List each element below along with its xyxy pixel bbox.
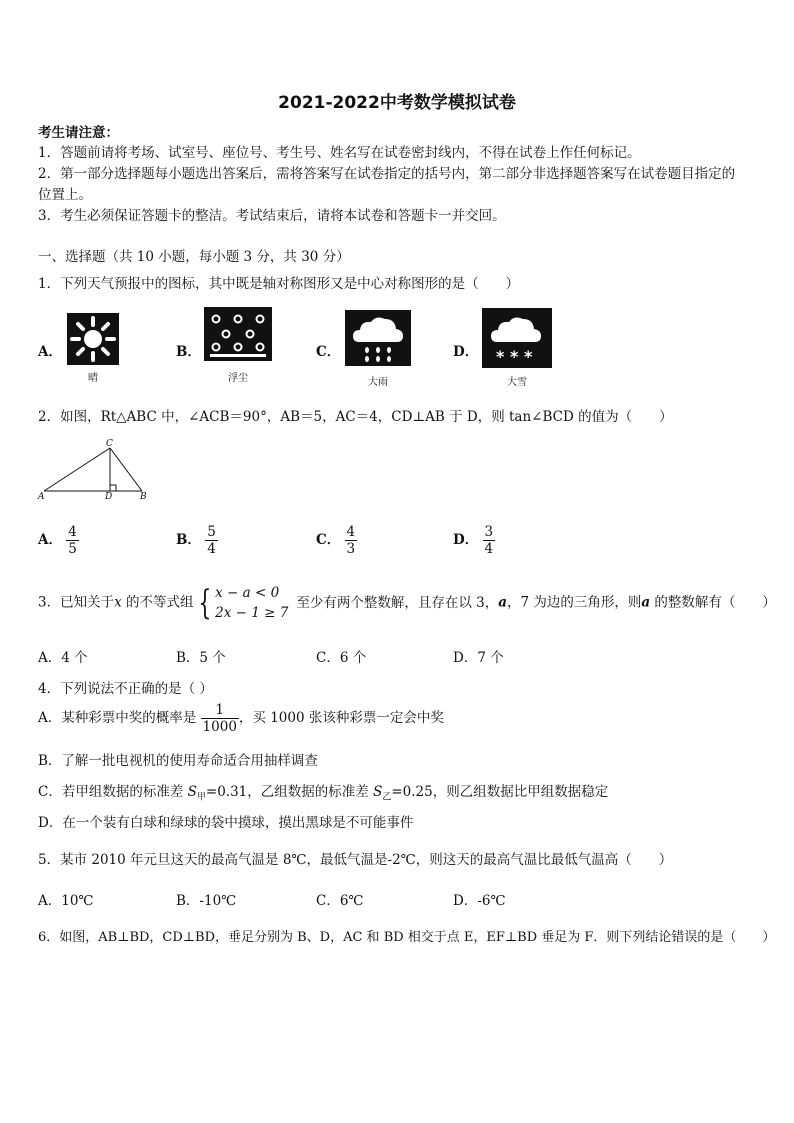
q2-option-a-label: A． bbox=[38, 532, 62, 548]
notice-item: 2．第一部分选择题每小题选出答案后，需将答案写在试卷指定的括号内，第二部分非选择题答案写在试卷题目指定的 bbox=[38, 166, 736, 182]
q3-option-b: B．5 个 bbox=[176, 650, 226, 666]
q4-option-a bbox=[38, 702, 444, 735]
denominator: 4 bbox=[484, 541, 494, 557]
q1-option-c-label: C． bbox=[316, 344, 341, 360]
q2-option-b-label: B． bbox=[176, 532, 201, 548]
notice-item: 3．考生必须保证答题卡的整洁。考试结束后，请将本试卷和答题卡一并交回。 bbox=[38, 208, 506, 224]
question-2-stem: 2．如图，Rt△ABC 中，∠ACB＝90°，AB＝5，AC＝4，CD⊥AB 于 D，则 tan∠BCD 的值为（ ） bbox=[38, 409, 673, 425]
q3-option-a: A．4 个 bbox=[38, 650, 88, 666]
q3-var-a: a bbox=[641, 594, 651, 611]
point-b-label: B bbox=[140, 492, 147, 502]
q2-option-d bbox=[453, 524, 495, 557]
q4-option-b: B．了解一批电视机的使用寿命适合用抽样调查 bbox=[38, 753, 318, 769]
q5-option-c: C．6℃ bbox=[316, 893, 364, 909]
subscript: 乙 bbox=[382, 792, 392, 803]
svg-text:*: * bbox=[510, 347, 519, 366]
q2-option-c bbox=[316, 524, 357, 557]
std-dev-symbol: S bbox=[187, 784, 197, 800]
fraction bbox=[201, 702, 239, 735]
inequality-1: x − a < 0 bbox=[215, 585, 280, 601]
denominator: 3 bbox=[346, 541, 356, 557]
dust-icon bbox=[204, 307, 272, 361]
q3-option-d: D．7 个 bbox=[453, 650, 504, 666]
q4-c-text: =0.25，则乙组数据比甲组数据稳定 bbox=[391, 784, 609, 800]
notice-heading: 考生请注意： bbox=[38, 125, 119, 141]
svg-text:*: * bbox=[496, 347, 505, 366]
page-title: 2021-2022中考数学模拟试卷 bbox=[278, 93, 516, 113]
q3-text: ，7 为边的三角形，则 bbox=[506, 594, 642, 611]
q1-caption-c: 大雨 bbox=[368, 377, 388, 388]
question-4-stem: 4．下列说法不正确的是（ ） bbox=[38, 681, 213, 697]
question-6-stem: 6．如图，AB⊥BD，CD⊥BD，垂足分别为 B、D，AC 和 BD 相交于点 E，EF⊥BD 垂足为 F．则下列结论错误的是（ ） bbox=[38, 930, 776, 945]
q3-text: 的整数解有（ ） bbox=[650, 594, 776, 611]
q5-option-b: B．-10℃ bbox=[176, 893, 237, 909]
subscript: 甲 bbox=[196, 792, 206, 803]
q2-option-c-label: C． bbox=[316, 532, 341, 548]
fraction bbox=[205, 524, 218, 557]
heavy-snow-icon bbox=[482, 308, 552, 368]
fraction bbox=[66, 524, 79, 557]
question-5-stem: 5．某市 2010 年元旦这天的最高气温是 8℃，最低气温是-2℃，则这天的最高气温比最低气温高（ ） bbox=[38, 852, 673, 868]
q1-option-b-label: B． bbox=[176, 344, 201, 360]
q2-option-a bbox=[38, 524, 79, 557]
std-dev-symbol: S bbox=[373, 784, 383, 800]
q3-option-c: C．6 个 bbox=[316, 650, 367, 666]
point-c-label: C bbox=[106, 439, 113, 449]
point-d-label: D bbox=[105, 492, 113, 502]
fraction bbox=[483, 524, 496, 557]
triangle-figure bbox=[36, 436, 154, 502]
numerator: 5 bbox=[207, 524, 216, 540]
notice-item: 1．答题前请将考场、试室号、座位号、考生号、姓名写在试卷密封线内，不得在试卷上作任何标记。 bbox=[38, 145, 641, 161]
q2-option-d-label: D． bbox=[453, 532, 479, 548]
q4-a-text: A．某种彩票中奖的概率是 bbox=[38, 710, 197, 726]
q1-caption-a: 晴 bbox=[88, 373, 98, 384]
numerator: 1 bbox=[201, 702, 239, 719]
q1-caption-d: 大雪 bbox=[507, 377, 527, 388]
svg-text:*: * bbox=[524, 347, 533, 366]
sun-icon bbox=[67, 313, 119, 365]
q1-caption-b: 浮尘 bbox=[228, 373, 248, 384]
q5-option-a: A．10℃ bbox=[38, 893, 94, 909]
q3-text: 3．已知关于 bbox=[38, 594, 115, 611]
notice-item: 位置上。 bbox=[38, 187, 92, 203]
q4-a-text: ，买 1000 张该种彩票一定会中奖 bbox=[238, 710, 444, 726]
heavy-rain-icon bbox=[345, 310, 411, 366]
q4-c-text: C．若甲组数据的标准差 bbox=[38, 784, 188, 800]
inequality-2: 2x − 1 ≥ 7 bbox=[215, 605, 289, 621]
denominator: 4 bbox=[207, 541, 216, 557]
q3-var-a: a bbox=[498, 594, 507, 611]
brace: { bbox=[197, 583, 211, 623]
q2-option-b bbox=[176, 524, 218, 557]
question-3-stem bbox=[38, 583, 776, 623]
numerator: 4 bbox=[68, 524, 77, 540]
q5-option-d: D．-6℃ bbox=[453, 893, 506, 909]
denominator: 1000 bbox=[202, 719, 237, 735]
fraction bbox=[345, 524, 358, 557]
inequality-system bbox=[215, 583, 288, 623]
q1-option-a-label: A． bbox=[38, 344, 62, 360]
q1-option-d-label: D． bbox=[453, 344, 479, 360]
numerator: 4 bbox=[346, 524, 356, 540]
question-1-stem: 1．下列天气预报中的图标，其中既是轴对称图形又是中心对称图形的是（ ） bbox=[38, 276, 520, 292]
point-a-label: A bbox=[38, 492, 45, 502]
section-heading: 一、选择题（共 10 小题，每小题 3 分，共 30 分） bbox=[38, 249, 350, 265]
denominator: 5 bbox=[68, 541, 77, 557]
q4-option-c bbox=[38, 780, 608, 803]
numerator: 3 bbox=[484, 524, 494, 540]
q4-option-d: D．在一个装有白球和绿球的袋中摸球，摸出黑球是不可能事件 bbox=[38, 815, 414, 831]
q4-c-text: =0.31，乙组数据的标准差 bbox=[205, 784, 374, 800]
q3-var: x bbox=[114, 594, 122, 611]
q3-text: 的不等式组 bbox=[121, 594, 194, 611]
q3-text: 至少有两个整数解，且存在以 3， bbox=[296, 594, 499, 611]
